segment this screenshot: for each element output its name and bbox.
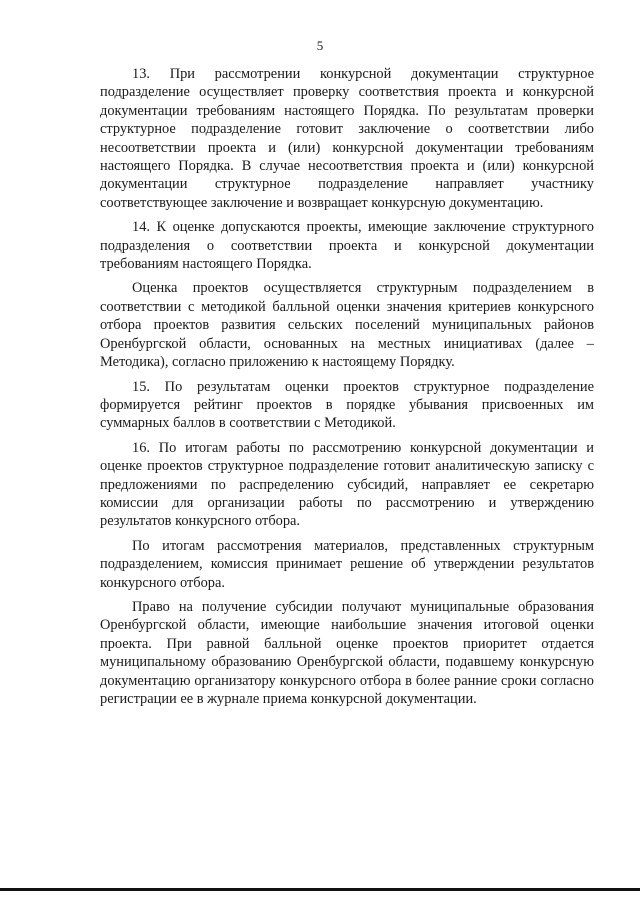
page-number: 5 bbox=[316, 38, 324, 53]
paragraph-subsidy-right: Право на получение субсидии получают муниципальные образования Оренбургской области, имеющие наибольшие значения итоговой оценки проекта. При равной балльной оценке проектов приоритет отдается муниципальному образованию Оренбургской области, подавшему конкурсную документацию организатору конкурсного отбора в более ранние сроки согласно регистрации ее в журнале приема конкурсной документации. bbox=[100, 598, 594, 707]
paragraph-evaluation: Оценка проектов осуществляется структурным подразделением в соответствии с методикой балльной оценки значения критериев конкурсного отбора проектов развития сельских поселений муниципальных районов Оренбургской области, основанных на местных инициативах (далее – Методика), согласно приложению к настоящему Порядку. bbox=[100, 280, 594, 371]
paragraph-14: 14. К оценке допускаются проекты, имеющие заключение структурного подразделения о соответствии проекта и конкурсной документации требованиям настоящего Порядка. bbox=[100, 219, 594, 273]
bottom-rule bbox=[0, 888, 640, 891]
paragraph-15: 15. По результатам оценки проектов структурное подразделение формируется рейтинг проектов в порядке убывания присвоенных им суммарных баллов в соответствии с Методикой. bbox=[100, 378, 594, 432]
paragraph-commission-decision: По итогам рассмотрения материалов, представленных структурным подразделением, комиссия принимает решение об утверждении результатов конкурсного отбора. bbox=[100, 537, 594, 591]
paragraph-13: 13. При рассмотрении конкурсной документации структурное подразделение осуществляет проверку соответствия проекта и конкурсной документации требованиям настоящего Порядка. По результатам проверки структурное подразделение готовит заключение о соответствии либо несоответствии проекта и (или) конкурсной документации требованиям настоящего Порядка. В случае несоответствия проекта и (или) конкурсной документации структурное подразделение направляет участнику соответствующее заключение и возвращает конкурсную документацию. bbox=[100, 66, 594, 211]
document-body bbox=[100, 65, 594, 714]
paragraph-16: 16. По итогам работы по рассмотрению конкурсной документации и оценке проектов структурное подразделение готовит аналитическую записку с предложениями по распределению субсидий, направляет ее секретарю комиссии для организации работы по рассмотрению и утверждению результатов конкурсного отбора. bbox=[100, 439, 594, 530]
